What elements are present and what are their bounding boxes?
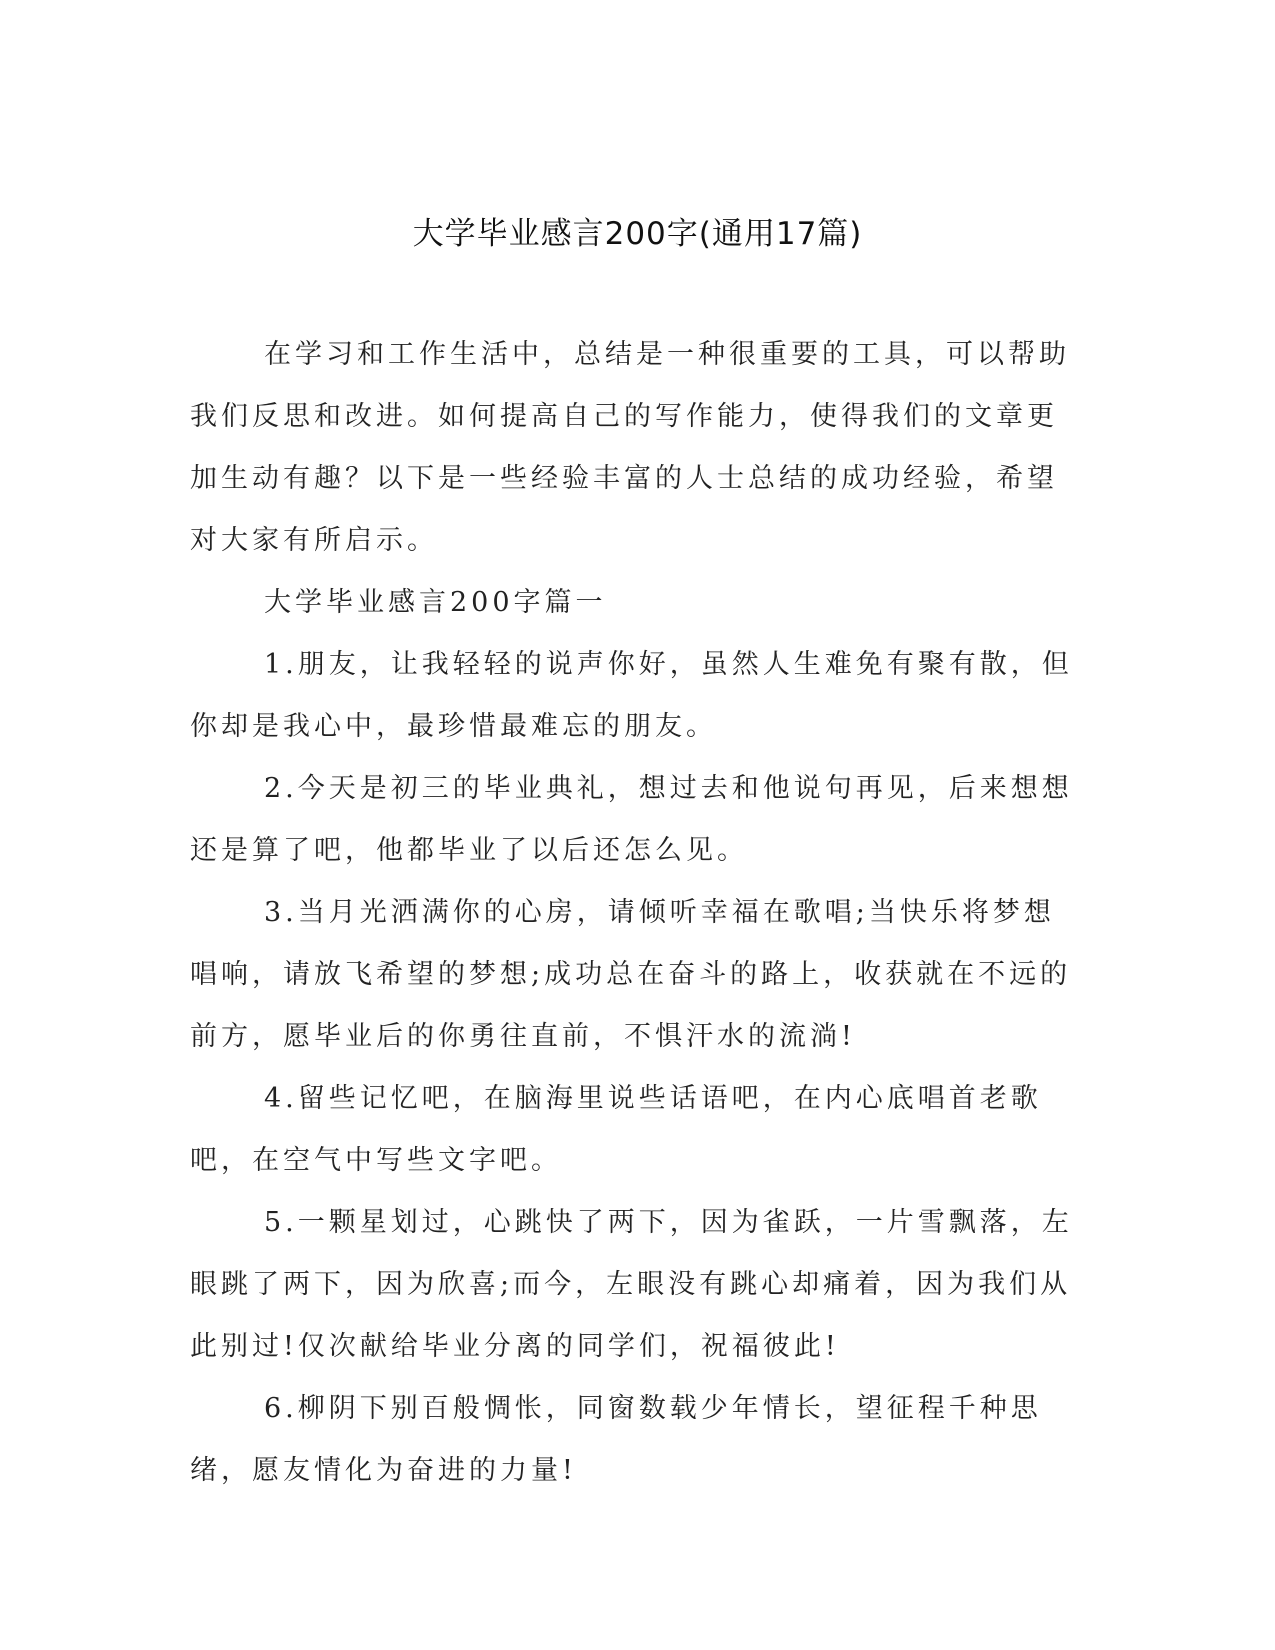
document-body bbox=[190, 324, 1080, 1502]
list-item: 2.今天是初三的毕业典礼，想过去和他说句再见，后来想想还是算了吧，他都毕业了以后还怎么见。 bbox=[190, 773, 1073, 866]
list-item: 6.柳阴下别百般惆怅，同窗数载少年情长，望征程千种思绪，愿友情化为奋进的力量! bbox=[190, 1393, 1042, 1486]
document-title: 大学毕业感言200字(通用17篇) bbox=[412, 216, 863, 252]
list-item: 3.当月光洒满你的心房，请倾听幸福在歌唱;当快乐将梦想唱响，请放飞希望的梦想;成功总在奋斗的路上，收获就在不远的前方，愿毕业后的你勇往直前，不惧汗水的流淌! bbox=[190, 897, 1072, 1052]
list-item: 1.朋友，让我轻轻的说声你好，虽然人生难免有聚有散，但你却是我心中，最珍惜最难忘的朋友。 bbox=[190, 649, 1073, 742]
section-heading: 大学毕业感言200字篇一 bbox=[264, 587, 607, 618]
list-item: 5.一颗星划过，心跳快了两下，因为雀跃，一片雪飘落，左眼跳了两下，因为欣喜;而今，左眼没有跳心却痛着，因为我们从此别过!仅次献给毕业分离的同学们，祝福彼此! bbox=[190, 1207, 1073, 1362]
list-item: 4.留些记忆吧，在脑海里说些话语吧，在内心底唱首老歌吧，在空气中写些文字吧。 bbox=[190, 1083, 1042, 1176]
intro-paragraph: 在学习和工作生活中，总结是一种很重要的工具，可以帮助我们反思和改进。如何提高自己的写作能力，使得我们的文章更加生动有趣？以下是一些经验丰富的人士总结的成功经验，希望对大家有所启示。 bbox=[190, 339, 1070, 556]
